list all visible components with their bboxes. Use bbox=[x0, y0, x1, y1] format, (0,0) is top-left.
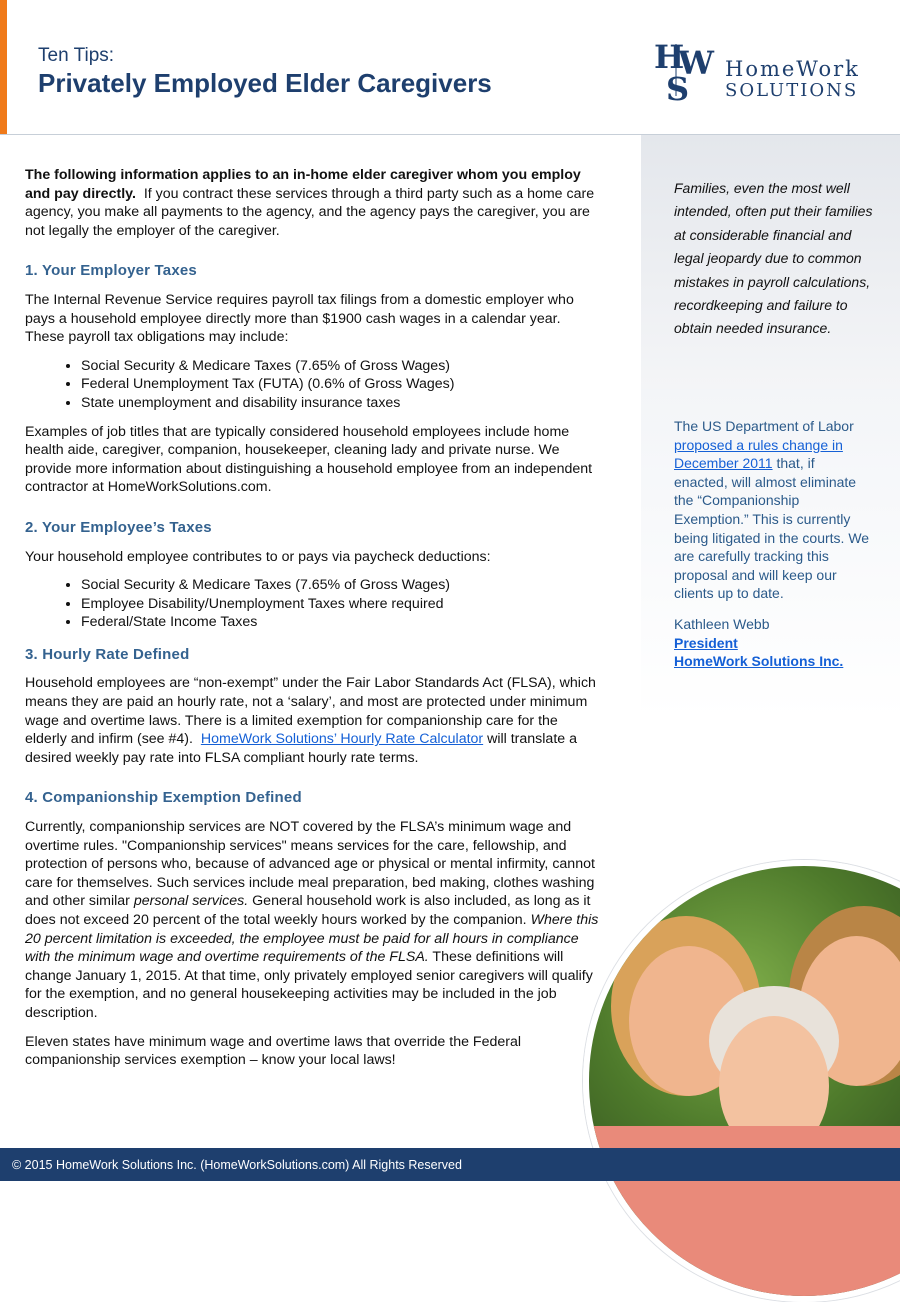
sidebar-note bbox=[674, 417, 870, 603]
companionship-italic-b: Where this 20 percent limitation is exceeded, the employee must be paid for all hours in compliance with the minimum wage and overtime requirements of the FLSA. bbox=[25, 912, 599, 966]
page-title: Privately Employed Elder Caregivers bbox=[38, 68, 492, 98]
note-text-after: that, if enacted, will almost eliminate the “Companionship Exemption.” This is currently being litigated in the courts. We are carefully tracking this proposal and will keep our clients up to date. bbox=[674, 455, 870, 602]
page-kicker: Ten Tips: bbox=[38, 45, 115, 66]
employee-taxes-paragraph: Your household employee contributes to or pays via paycheck deductions: bbox=[25, 548, 491, 565]
logo-line-1: HomeWork bbox=[725, 57, 860, 81]
signature-name: Kathleen Webb bbox=[674, 616, 770, 632]
note-text-before: The US Department of Labor bbox=[674, 418, 854, 434]
signature-title bbox=[674, 634, 874, 653]
company-logo bbox=[652, 38, 872, 108]
intro-paragraph bbox=[25, 166, 601, 240]
hourly-rate-text: Household employees are “non-exempt” under the Fair Labor Standards Act (FLSA), which means they are paid an hourly rate, not a ‘salary’, and most are protected under minimum wage and overtime laws. There is a limited exemption for companionship care for the elderly and infirm (see #4). bbox=[25, 675, 596, 748]
page-header bbox=[0, 0, 900, 135]
list-item: • State unemployment and disability insurance taxes bbox=[81, 394, 601, 413]
section-heading-employer-taxes: 1. Your Employer Taxes bbox=[25, 262, 197, 280]
svg-text:W: W bbox=[678, 44, 714, 82]
list-item: • Social Security & Medicare Taxes (7.65% of Gross Wages) bbox=[81, 357, 601, 376]
sidebar-quote: Families, even the most well intended, often put their families at considerable financial and legal jeopardy due to common mistakes in payroll calculations, recordkeeping and failure to obtain needed insurance. bbox=[674, 180, 873, 337]
rules-change-link[interactable]: proposed a rules change in December 2011 bbox=[674, 436, 843, 472]
hourly-rate-paragraph bbox=[25, 674, 601, 767]
intro-rest: If you contract these services through a third party such as a home care agency, you make all payments to the agency, and the agency pays the caregiver, you are not legally the employer of the caregiver. bbox=[25, 185, 595, 239]
section-heading-companionship: 4. Companionship Exemption Defined bbox=[25, 789, 302, 807]
signature-block bbox=[674, 615, 874, 671]
companionship-text-c: These definitions will change January 1, 2015. At that time, only privately employed senior caregivers will qualify for the exemption, and no general housekeeping activities may be included in the job description. bbox=[25, 949, 593, 1021]
hourly-rate-text-after: will translate a desired weekly pay rate into FLSA compliant hourly rate terms. bbox=[25, 731, 577, 766]
list-item: • Social Security & Medicare Taxes (7.65% of Gross Wages) bbox=[81, 576, 601, 595]
hsw-monogram-icon bbox=[652, 38, 724, 102]
list-item: • Federal Unemployment Tax (FUTA) (0.6% of Gross Wages) bbox=[81, 375, 601, 394]
employee-taxes-list bbox=[25, 576, 601, 632]
signature-title-link[interactable]: President bbox=[674, 634, 738, 651]
logo-wordmark bbox=[725, 58, 860, 102]
intro-bold: The following information applies to an in-home elder caregiver whom you employ and pay directly. bbox=[25, 167, 581, 202]
list-item: • Federal/State Income Taxes bbox=[81, 613, 601, 632]
main-content bbox=[25, 166, 601, 1080]
section-heading-employee-taxes: 2. Your Employee’s Taxes bbox=[25, 518, 212, 536]
company-link[interactable]: HomeWork Solutions Inc. bbox=[674, 653, 844, 669]
logo-line-2: SOLUTIONS bbox=[725, 80, 859, 101]
companionship-italic-a: personal services. bbox=[133, 893, 249, 910]
companionship-paragraph bbox=[25, 818, 601, 1023]
state-laws-paragraph: Eleven states have minimum wage and overtime laws that override the Federal companionship services exemption – know your local laws! bbox=[25, 1033, 522, 1069]
page-footer bbox=[0, 1148, 900, 1181]
caregivers-photo bbox=[583, 860, 900, 1302]
hourly-rate-calculator-link[interactable]: HomeWork Solutions’ Hourly Rate Calculator bbox=[200, 731, 484, 748]
employer-taxes-paragraph: The Internal Revenue Service requires payroll tax filings from a domestic employer who pays a household employee directly more than $1900 cash wages in a calendar year. These payroll tax obligations may include: bbox=[25, 291, 574, 346]
job-titles-paragraph: Examples of job titles that are typically considered household employees include home health aide, caregiver, companion, housekeeper, cleaning lady and private nurse. We provide more information about distinguishing a household employee from an independent contractor at HomeWorkSolutions.com. bbox=[25, 423, 593, 496]
footer-copyright: © 2015 HomeWork Solutions Inc. (HomeWorkSolutions.com) All Rights Reserved bbox=[12, 1158, 462, 1172]
list-item: • Employee Disability/Unemployment Taxes where required bbox=[81, 595, 601, 614]
companionship-text-b: General household work is also included, as long as it does not exceed 20 percent of the total weekly hours worked by the companion. bbox=[25, 893, 591, 928]
employer-taxes-list bbox=[25, 357, 601, 413]
header-accent-bar bbox=[0, 0, 7, 134]
section-heading-hourly-rate: 3. Hourly Rate Defined bbox=[25, 645, 190, 663]
svg-text:S: S bbox=[666, 70, 690, 102]
signature-company bbox=[674, 652, 874, 671]
svg-text:H: H bbox=[654, 38, 685, 76]
companionship-text-a: Currently, companionship services are NOT covered by the FLSA’s minimum wage and overtime rules. "Companionship services" means services for the care, fellowship, and protection of persons who, because of advanced age or physical or mental infirmity, cannot care for themselves. Such services include meal preparation, bed making, clothes washing and other similar bbox=[25, 819, 595, 910]
